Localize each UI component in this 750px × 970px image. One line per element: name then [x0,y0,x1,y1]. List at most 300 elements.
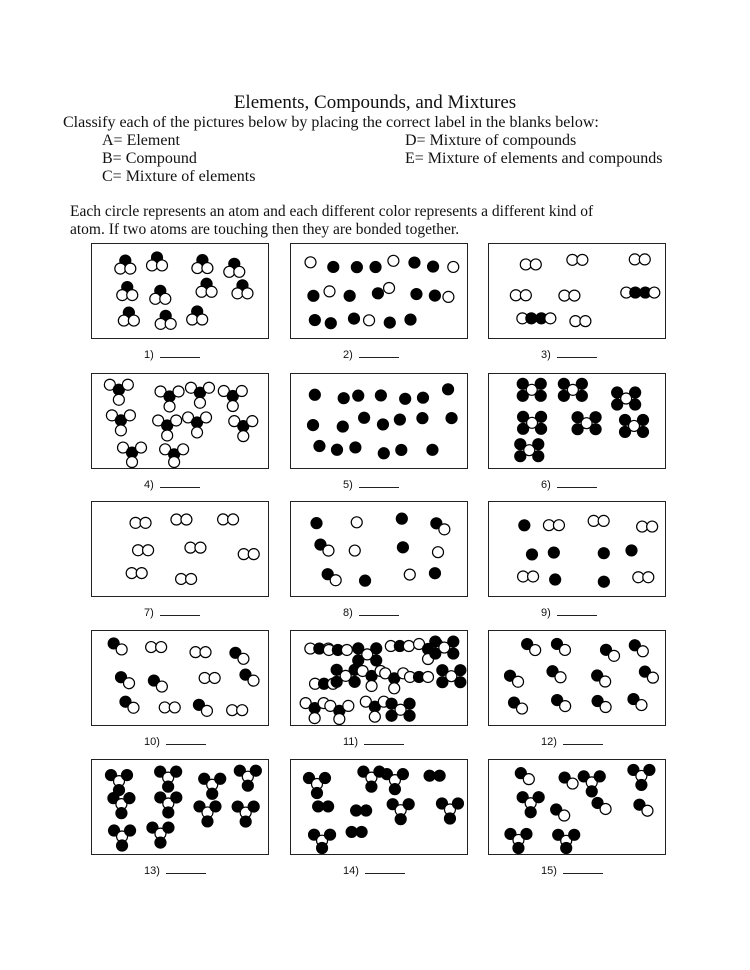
dark-atom [163,822,174,833]
item-number: 15) [541,865,557,877]
picture-box-5 [290,373,468,469]
light-atom [169,702,180,713]
picture-box-6 [488,373,666,469]
dark-atom [424,770,435,781]
dark-atom [536,423,547,434]
molecule [592,797,611,814]
explanation-paragraph [70,203,593,239]
dark-atom [311,788,322,799]
dark-atom [533,451,544,462]
atom [404,569,415,580]
atom [308,420,319,431]
light-atom [187,314,198,325]
light-atom [404,569,415,580]
light-atom [609,650,620,661]
light-atom [366,680,377,691]
atom [443,291,454,302]
answer-label-10 [144,735,206,748]
light-atom [201,705,212,716]
molecule [325,700,354,724]
dark-atom [548,547,559,558]
dark-atom [535,390,546,401]
molecule [183,412,212,438]
light-atom [227,705,238,716]
key-d: D= Mixture of compounds [405,132,577,149]
molecule [185,382,214,408]
explanation-line-2: atom. If two atoms are touching then they are bonded together. [70,221,460,238]
light-atom [343,700,354,711]
atom [377,419,388,430]
light-atom [642,805,653,816]
dark-atom [405,314,416,325]
light-atom [228,514,239,525]
molecule [176,573,197,584]
light-atom [206,286,217,297]
dark-atom [346,826,357,837]
dark-atom [396,513,407,524]
molecule [120,696,139,713]
molecule [193,699,212,716]
molecule [227,705,248,716]
molecule [578,771,605,797]
light-atom [122,379,133,390]
item-number: 1) [144,349,154,361]
light-atom [162,430,173,441]
molecule [572,412,601,435]
molecule [232,280,253,299]
molecule [629,640,648,657]
dark-atom [517,390,528,401]
light-atom [403,641,414,652]
atom [324,286,335,297]
molecule [153,415,182,441]
light-atom [520,290,531,301]
molecule [323,644,352,655]
instructions: Classify each of the pictures below by placing the correct label in the blanks below: [63,114,599,131]
dark-atom [394,414,405,425]
molecule [155,766,182,792]
molecule [218,514,239,525]
molecule [520,259,541,270]
item-number: 14) [343,865,359,877]
answer-label-9 [541,606,597,619]
atom [384,317,395,328]
molecule [160,444,189,468]
molecule [155,310,176,329]
light-atom [115,425,126,436]
molecule [155,792,182,818]
dark-atom [242,780,253,791]
light-atom [349,545,360,556]
molecule [380,668,409,694]
molecule [387,799,414,825]
atom [429,568,440,579]
molecule [146,642,167,653]
dark-atom [513,843,524,854]
light-atom [577,254,588,265]
light-atom [128,702,139,713]
atom [328,261,339,272]
molecule [567,254,588,265]
dark-atom [378,448,389,459]
dark-atom [427,444,438,455]
dark-atom [521,828,532,839]
light-atom [639,254,650,265]
molecule [559,772,578,789]
dark-atom [515,451,526,462]
explanation-line-1: Each circle represents an atom and each different color represents a different kind of [70,203,594,220]
answer-label-14 [343,864,405,877]
answer-blank[interactable] [557,348,597,358]
molecule [230,647,249,664]
picture-box-15 [488,759,666,855]
answer-blank[interactable] [557,606,597,616]
atom [332,444,343,455]
molecule [515,768,534,785]
light-atom [555,672,566,683]
dark-atom [349,676,360,687]
molecule [424,770,445,781]
dark-atom [558,390,569,401]
molecule [104,379,133,405]
atom [337,421,348,432]
dark-atom [526,549,537,560]
dark-atom [536,411,547,422]
light-atom [324,286,335,297]
dark-atom [350,442,361,453]
dark-atom [644,764,655,775]
light-atom [143,545,154,556]
answer-blank[interactable] [160,478,200,488]
atom [394,414,405,425]
dark-atom [598,576,609,587]
answer-blank[interactable] [364,735,404,745]
dark-atom [317,843,328,854]
light-atom [309,713,320,724]
light-atom [567,254,578,265]
light-atom [600,702,611,713]
dark-atom [122,770,133,781]
dark-atom [569,829,580,840]
light-atom [234,266,245,277]
light-atom [116,644,127,655]
light-atom [224,266,235,277]
light-atom [559,644,570,655]
answer-blank[interactable] [365,864,405,874]
light-atom [553,520,564,531]
molecule [199,672,220,683]
answer-label-11 [343,735,404,748]
light-atom [248,549,259,560]
dark-atom [448,636,459,647]
dark-atom [313,801,324,812]
picture-box-4 [91,373,269,469]
dark-atom [428,261,439,272]
dark-atom [308,290,319,301]
molecule [116,672,135,689]
molecule [224,258,245,277]
light-atom [559,290,570,301]
molecule [106,770,133,796]
dark-atom [308,420,319,431]
dark-atom [533,439,544,450]
light-atom [130,517,141,528]
dark-atom [331,676,342,687]
molecule [358,766,385,792]
light-atom [600,803,611,814]
light-atom [517,703,528,714]
dark-atom [348,313,359,324]
dark-atom [395,814,406,825]
light-atom [510,290,521,301]
light-atom [140,517,151,528]
molecule [351,805,372,816]
item-number: 5) [343,479,353,491]
answer-blank[interactable] [160,348,200,358]
molecule [155,386,184,412]
molecule [515,439,544,462]
molecule [353,643,382,666]
answer-label-8 [343,606,399,619]
dark-atom [248,801,259,812]
light-atom [389,683,400,694]
atom [360,575,371,586]
light-atom [173,386,184,397]
dark-atom [576,378,587,389]
light-atom [637,646,648,657]
light-atom [136,442,147,453]
dark-atom [116,808,127,819]
dark-atom [323,801,334,812]
molecule [505,670,524,687]
light-atom [637,521,648,532]
dark-atom [338,393,349,404]
light-atom [124,678,135,689]
answer-blank[interactable] [359,478,399,488]
molecule [159,702,180,713]
answer-label-6 [541,478,597,491]
light-atom [242,288,253,299]
molecule [639,666,658,683]
light-atom [197,314,208,325]
answer-blank[interactable] [166,864,206,874]
dark-atom [533,792,544,803]
molecule [436,798,463,824]
dark-atom [417,392,428,403]
light-atom [117,290,128,301]
atom [325,318,336,329]
atom [305,257,316,268]
molecule [331,664,360,687]
answer-label-13 [144,864,206,877]
answer-label-3 [541,348,597,361]
light-atom [545,313,556,324]
light-atom [164,401,175,412]
light-atom [520,259,531,270]
picture-box-2 [290,243,468,339]
atom [338,393,349,404]
item-number: 3) [541,349,551,361]
answer-label-5 [343,478,399,491]
picture-box-7 [91,501,269,597]
dark-atom [586,786,597,797]
atom [308,290,319,301]
key-e: E= Mixture of elements and compounds [405,150,663,167]
answer-label-12 [541,735,603,748]
light-atom [185,542,196,553]
dark-atom [429,290,440,301]
atom [370,262,381,273]
molecule [232,801,259,827]
light-atom [194,397,205,408]
molecule [218,386,247,412]
molecule [592,670,611,687]
light-atom [334,714,345,725]
key-b: B= Compound [102,150,197,167]
molecule [517,378,546,401]
molecule [558,378,587,401]
item-number: 8) [343,607,353,619]
picture-box-14 [290,759,468,855]
dark-atom [620,426,631,437]
dark-atom [429,568,440,579]
dark-atom [590,412,601,423]
light-atom [159,702,170,713]
answer-blank[interactable] [160,606,200,616]
dark-atom [448,648,459,659]
dark-atom [309,315,320,326]
molecule [437,665,466,688]
light-atom [364,315,375,326]
light-atom [192,427,203,438]
atom [396,513,407,524]
dark-atom [636,779,647,790]
molecule [628,764,655,790]
molecule [522,639,541,656]
light-atom [118,315,129,326]
dark-atom [163,807,174,818]
light-atom [649,287,660,298]
dark-atom [360,575,371,586]
dark-atom [455,665,466,676]
answer-label-7 [144,606,200,619]
molecule [171,514,192,525]
light-atom [633,572,644,583]
molecule [108,793,135,819]
dark-atom [403,799,414,810]
light-atom [341,644,352,655]
item-number: 11) [343,736,359,748]
answer-label-1 [144,348,200,361]
worksheet-title: Elements, Compounds, and Mixtures [233,92,517,113]
light-atom [629,254,640,265]
light-atom [147,260,158,271]
dark-atom [328,261,339,272]
light-atom [202,263,213,274]
light-atom [530,645,541,656]
molecule [108,638,127,655]
atom [429,290,440,301]
light-atom [186,573,197,584]
molecule [303,773,330,799]
dark-atom [372,288,383,299]
light-atom [569,290,580,301]
dark-atom [250,765,261,776]
dark-atom [311,518,322,529]
molecule [385,641,414,652]
molecule [133,545,154,556]
atom [548,547,559,558]
dark-atom [207,788,218,799]
answer-blank[interactable] [359,606,399,616]
atom [448,261,459,272]
molecule [196,278,217,297]
atom [550,574,561,585]
atom [388,255,399,266]
molecule [509,697,528,714]
molecule [559,290,580,301]
atom [417,392,428,403]
light-atom [330,575,341,586]
atom [400,393,411,404]
light-atom [580,316,591,327]
picture-box-13 [91,759,269,855]
molecule [588,515,609,526]
light-atom [238,653,249,664]
dark-atom [325,829,336,840]
light-atom [560,701,571,712]
atom [348,313,359,324]
dark-atom [397,542,408,553]
molecule [118,442,147,467]
answer-blank[interactable] [166,735,206,745]
molecule [322,569,341,586]
light-atom [218,514,229,525]
atom [427,444,438,455]
dark-atom [626,545,637,556]
light-atom [200,647,211,658]
dark-atom [240,816,251,827]
picture-box-10 [91,630,269,726]
light-atom [155,318,166,329]
light-atom [201,412,212,423]
light-atom [227,401,238,412]
light-atom [160,293,171,304]
atom [309,389,320,400]
light-atom [113,394,124,405]
molecule [612,387,641,410]
light-atom [136,568,147,579]
dark-atom [361,805,372,816]
dark-atom [404,710,415,721]
light-atom [600,676,611,687]
light-atom [439,524,450,535]
answer-blank[interactable] [557,478,597,488]
answer-blank[interactable] [359,348,399,358]
dark-atom [444,813,455,824]
light-atom [636,700,647,711]
molecule [620,414,649,437]
light-atom [236,386,247,397]
molecule [130,517,151,528]
item-number: 9) [541,607,551,619]
answer-blank[interactable] [563,735,603,745]
molecule [553,829,580,853]
light-atom [323,545,334,556]
answer-blank[interactable] [563,864,603,874]
atom [349,545,360,556]
light-atom [443,291,454,302]
